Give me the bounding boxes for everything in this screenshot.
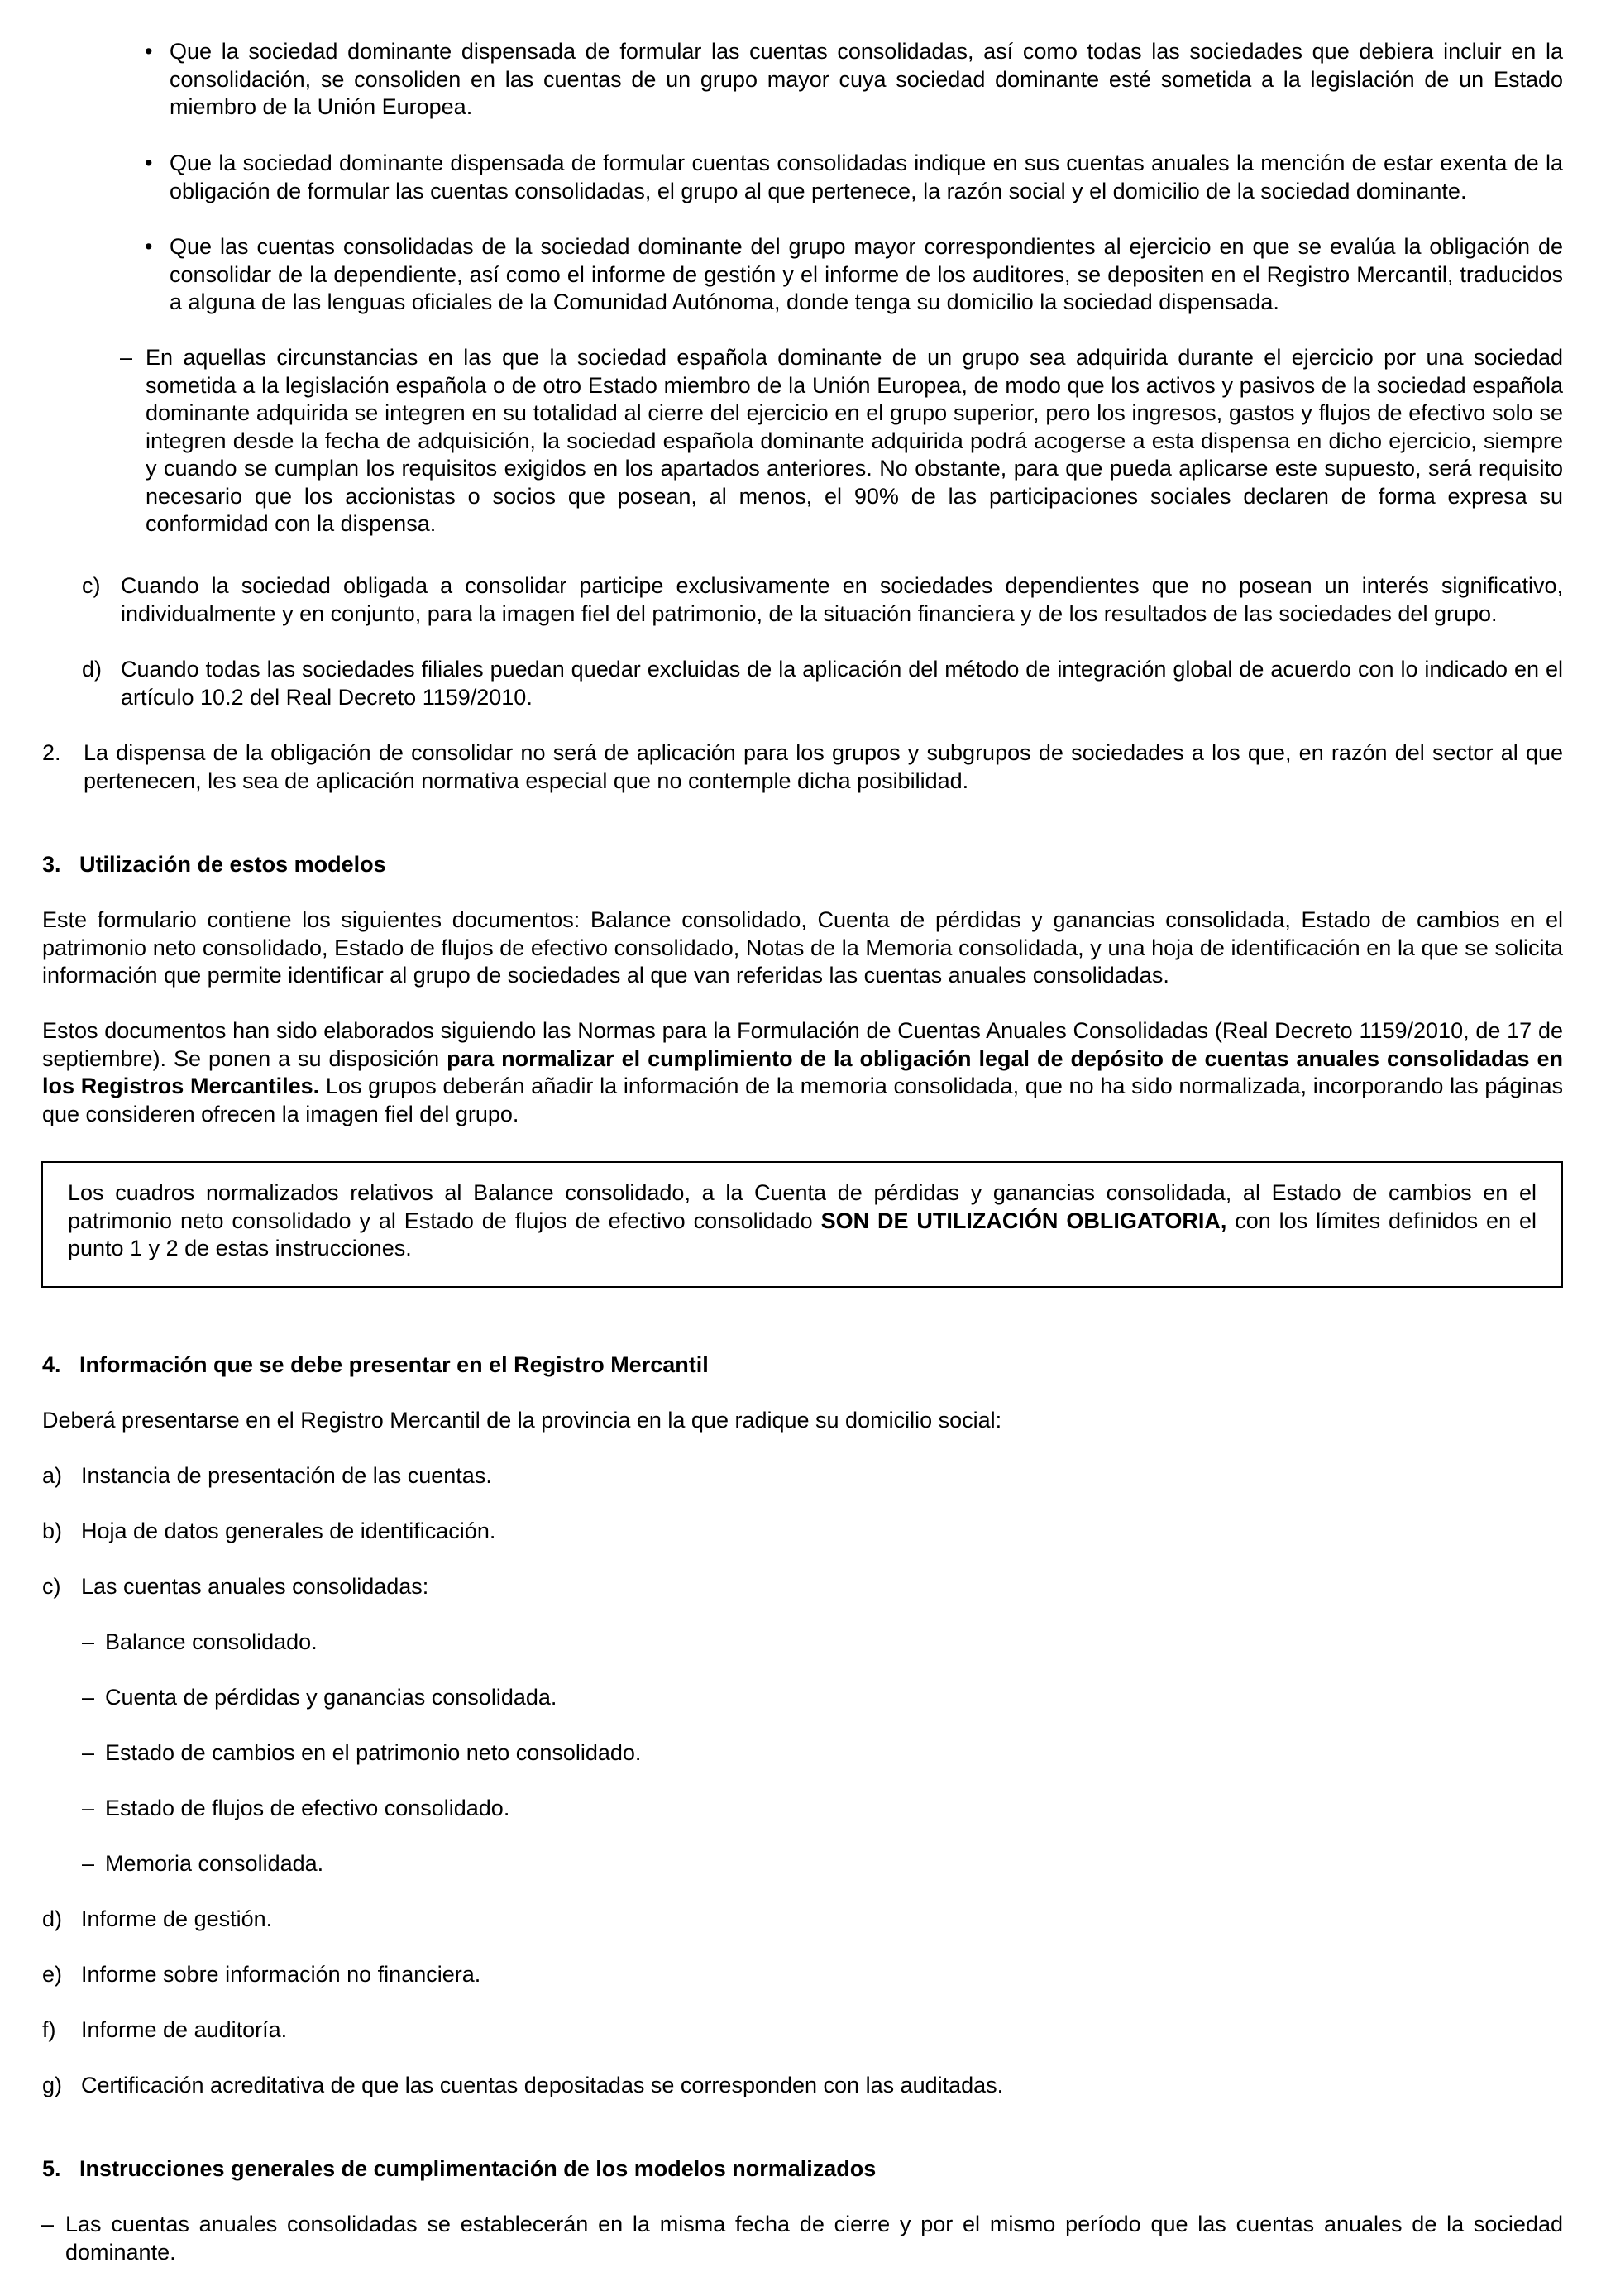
notice-box <box>41 1161 1563 1288</box>
dash-text: Las cuentas anuales consolidadas se establecerán en la misma fecha de cierre y por el mismo período que las cuentas anuales de la sociedad dominante. <box>65 2212 1563 2265</box>
item-text: Cuando todas las sociedades filiales puedan quedar excluidas de la aplicación del método de integración global de acuerdo con lo indicado en el artículo 10.2 del Real Decreto 1159/2010. <box>121 657 1563 710</box>
item-marker: d) <box>42 1906 63 1931</box>
item-marker: – <box>82 1851 95 1876</box>
item-text: Estado de cambios en el patrimonio neto consolidado. <box>105 1740 642 1765</box>
sub-list-item <box>82 1629 318 1657</box>
item-text: Cuenta de pérdidas y ganancias consolidada. <box>105 1685 557 1710</box>
sub-list-item <box>82 1795 509 1823</box>
item-marker: g) <box>42 2073 63 2097</box>
bullet-item <box>145 233 1563 317</box>
item-text: La dispensa de la obligación de consolidar no será de aplicación para los grupos y subgrupos de sociedades a los que, en razón del sector al que pertenecen, les sea de aplicación normativa especial que no contemple dicha posibilidad. <box>84 740 1563 793</box>
notice-emphasis: SON DE UTILIZACIÓN OBLIGATORIA, <box>820 1208 1227 1233</box>
sub-list-item <box>82 1739 641 1767</box>
list-item <box>42 1462 492 1490</box>
item-text: Hoja de datos generales de identificación. <box>81 1519 496 1543</box>
bullet-marker: • <box>145 234 153 259</box>
paragraph-text: Estos documentos han sido elaborados siguiendo las Normas para la Formulación de Cuentas Anuales Consolidadas (Real Decreto 1159/2010, de 17 de septiembre). Se ponen a su disposición <box>42 1018 1563 1071</box>
dash-text: En aquellas circunstancias en las que la sociedad española dominante de un grupo sea adquirida durante el ejercicio por una sociedad sometida a la legislación española o de otro Estado miembro de la Unión Europea, de modo que los activos y pasivos de la sociedad española dominante adquirida se integren en su totalidad al cierre del ejercicio en el grupo superior, pero los ingresos, gastos y flujos de efectivo solo se integren desde la fecha de adquisición, la sociedad española dominante adquirida podrá acogerse a esta dispensa en dicho ejercicio, siempre y cuando se cumplan los requisitos exigidos en los apartados anteriores. No obstante, para que pueda aplicarse este supuesto, será requisito necesario que los accionistas o socios que posean, al menos, el 90% de las participaciones sociales declaren de forma expresa su conformidad con la dispensa. <box>146 345 1563 536</box>
item-text: Instancia de presentación de las cuentas. <box>81 1463 492 1488</box>
item-text: Informe de auditoría. <box>81 2017 288 2042</box>
item-text: Las cuentas anuales consolidadas: <box>81 1574 429 1599</box>
item-marker: b) <box>42 1519 63 1543</box>
item-marker: 2. <box>42 740 61 765</box>
item-text: Cuando la sociedad obligada a consolidar participe exclusivamente en sociedades dependientes que no posean un interés significativo, individualmente y en conjunto, para la imagen fiel del patrimonio, de la situación financiera y de los resultados de las sociedades del grupo. <box>121 573 1563 626</box>
item-text: Informe sobre información no financiera. <box>81 1962 481 1987</box>
list-item <box>42 1518 495 1546</box>
bullet-text: Que la sociedad dominante dispensada de formular las cuentas consolidadas, así como todas las sociedades que debiera incluir en la consolidación, se consoliden en las cuentas de un grupo mayor cuya sociedad dominante esté sometida a la legislación de un Estado miembro de la Unión Europea. <box>170 39 1563 119</box>
numbered-item-2 <box>42 739 1563 795</box>
list-item <box>42 2016 287 2045</box>
dash-marker: – <box>41 2212 55 2236</box>
item-marker: e) <box>42 1962 63 1987</box>
paragraph-text: Los grupos deberán añadir la información de la memoria consolidada, que no ha sido normalizada, incorporando las páginas que consideren ofrecen la imagen fiel del grupo. <box>42 1074 1563 1126</box>
item-marker: – <box>82 1685 95 1710</box>
list-item <box>42 1906 272 1934</box>
bullet-item <box>145 150 1563 205</box>
item-marker: c) <box>82 573 101 598</box>
item-marker: c) <box>42 1574 61 1599</box>
paragraph <box>42 906 1563 990</box>
sub-list-item <box>82 1684 557 1712</box>
bullet-item <box>145 38 1563 122</box>
item-marker: – <box>82 1740 95 1765</box>
item-text: Informe de gestión. <box>81 1906 273 1931</box>
paragraph <box>42 1017 1563 1128</box>
paragraph-intro: Deberá presentarse en el Registro Mercantil de la provincia en la que radique su domicilio social: <box>42 1408 1002 1433</box>
list-item <box>42 2072 1003 2100</box>
item-text: Estado de flujos de efectivo consolidado. <box>105 1796 510 1820</box>
bullet-text: Que la sociedad dominante dispensada de formular cuentas consolidadas indique en sus cuentas anuales la mención de estar exenta de la obligación de formular las cuentas consolidadas, el grupo al que pertenece, la razón social y el domicilio de la sociedad dominante. <box>170 151 1563 203</box>
section-heading: 3. Utilización de estos modelos <box>42 852 386 877</box>
notice-text: con los límites definidos en el punto 1 y 2 de estas instrucciones. <box>68 1208 1537 1260</box>
item-text: Balance consolidado. <box>105 1629 318 1654</box>
dash-item <box>120 344 1563 538</box>
paragraph-emphasis: para normalizar el cumplimiento de la obligación legal de depósito de cuentas anuales consolidadas en los Registros Mercantiles. <box>42 1045 1563 1098</box>
dash-marker: – <box>120 345 133 370</box>
item-text: Certificación acreditativa de que las cuentas depositadas se corresponden con las auditadas. <box>81 2073 1004 2097</box>
bullet-marker: • <box>145 151 153 175</box>
list-item <box>42 1961 480 1989</box>
item-text: Memoria consolidada. <box>105 1851 324 1876</box>
section-heading: 5. Instrucciones generales de cumplimentación de los modelos normalizados <box>42 2156 877 2181</box>
item-marker: f) <box>42 2017 56 2042</box>
item-marker: a) <box>42 1463 63 1488</box>
item-marker: d) <box>82 657 103 682</box>
list-item <box>42 1573 428 1601</box>
list-item-d <box>82 656 1563 711</box>
item-marker: – <box>82 1796 95 1820</box>
notice-text: Los cuadros normalizados relativos al Balance consolidado, a la Cuenta de pérdidas y ganancias consolidada, al Estado de cambios en el patrimonio neto consolidado y al Estado de flujos de efectivo consolidado <box>68 1180 1537 1233</box>
bullet-marker: • <box>145 39 153 64</box>
dash-item <box>41 2211 1563 2266</box>
list-item-c <box>82 572 1563 628</box>
sub-list-item <box>82 1850 323 1878</box>
section-heading: 4. Información que se debe presentar en el Registro Mercantil <box>42 1352 709 1377</box>
item-marker: – <box>82 1629 95 1654</box>
paragraph-text: Este formulario contiene los siguientes documentos: Balance consolidado, Cuenta de pérdidas y ganancias consolidada, Estado de cambios en el patrimonio neto consolidado, Estado de flujos de efectivo consolidado, Notas de la Memoria consolidada, y una hoja de identificación en la que se solicita información que permite identificar al grupo de sociedades al que van referidas las cuentas anuales consolidadas. <box>42 907 1563 988</box>
bullet-text: Que las cuentas consolidadas de la sociedad dominante del grupo mayor correspondientes al ejercicio en que se evalúa la obligación de consolidar de la dependiente, así como el informe de gestión y el informe de los auditores, se depositen en el Registro Mercantil, traducidos a alguna de las lenguas oficiales de la Comunidad Autónoma, donde tenga su domicilio la sociedad dispensada. <box>170 234 1563 314</box>
